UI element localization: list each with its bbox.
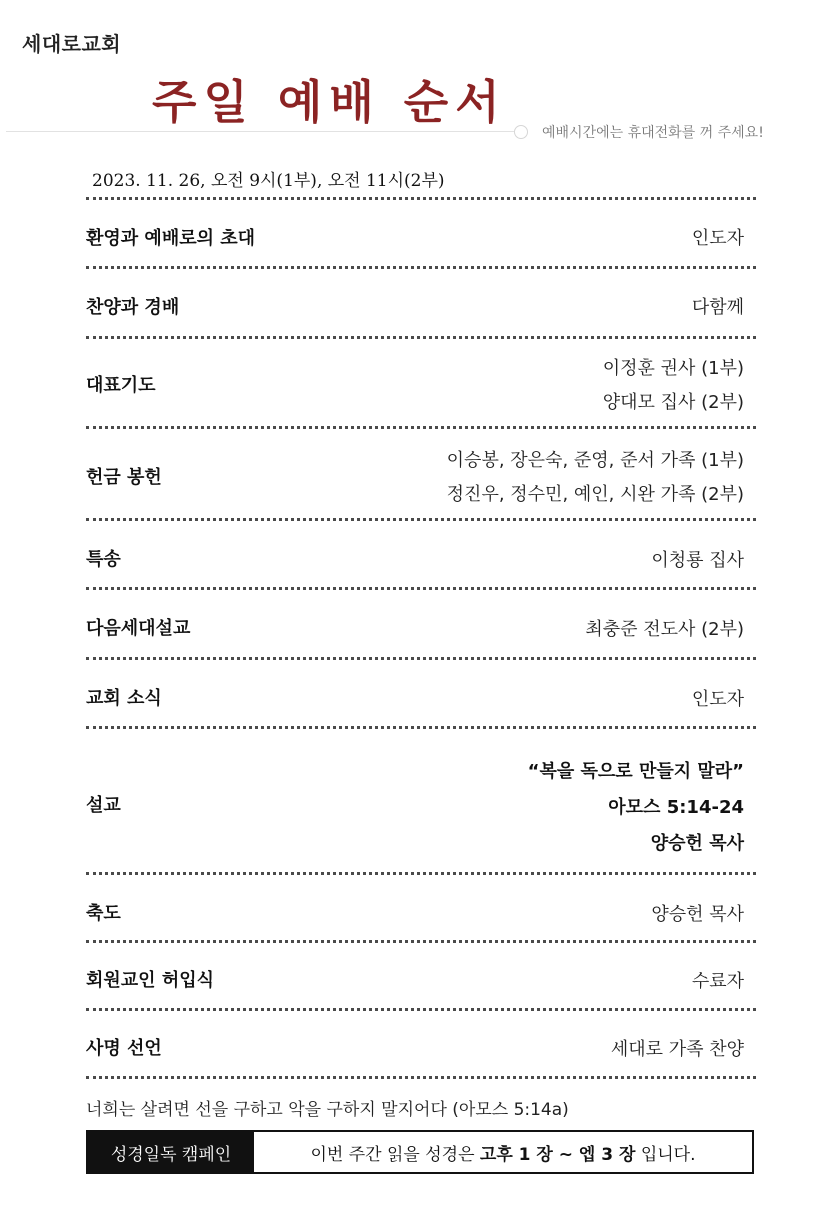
order-value-sermon: [528, 754, 744, 862]
campaign-reading-range: 고후 1 장 ~ 엡 3 장: [479, 1144, 636, 1165]
order-value-special-song: 이청룡 집사: [651, 550, 744, 571]
separator: [86, 726, 756, 729]
sermon-preacher: 양승헌 목사: [650, 833, 744, 854]
order-label-prayer: 대표기도: [86, 375, 156, 396]
order-label-welcome: 환영과 예배로의 초대: [86, 228, 256, 249]
separator: [86, 518, 756, 521]
order-value-membership: 수료자: [691, 971, 744, 992]
sermon-title: “복을 독으로 만들지 말라”: [527, 761, 744, 782]
order-label-benediction: 축도: [86, 903, 121, 924]
bible-reading-campaign: [86, 1130, 754, 1174]
page-title: 주일 예배 순서: [152, 75, 507, 129]
separator: [86, 197, 756, 200]
divider-circle-icon: [514, 125, 528, 139]
order-label-membership: 회원교인 허입식: [86, 970, 214, 991]
church-name: 세대로교회: [22, 32, 122, 56]
separator: [86, 426, 756, 429]
header-divider: [6, 131, 514, 132]
order-label-praise: 찬양과 경배: [86, 297, 180, 318]
phone-notice: 예배시간에는 휴대전화를 꺼 주세요!: [542, 125, 764, 141]
separator: [86, 657, 756, 660]
order-value-church-news: 인도자: [691, 689, 744, 710]
order-label-special-song: 특송: [86, 549, 121, 570]
order-label-offering: 헌금 봉헌: [86, 467, 162, 488]
separator: [86, 587, 756, 590]
separator: [86, 336, 756, 339]
scripture-verse: 너희는 살려면 선을 구하고 악을 구하지 말지어다 (아모스 5:14a): [86, 1100, 569, 1120]
order-value-mission: 세대로 가족 찬양: [610, 1039, 744, 1060]
order-value-benediction: 양승헌 목사: [651, 904, 744, 925]
order-value-praise: 다함께: [691, 297, 744, 318]
order-value-prayer: 이정훈 권사 (1부) 양대모 집사 (2부): [602, 358, 744, 413]
order-label-next-gen-sermon: 다음세대설교: [86, 618, 191, 639]
campaign-tag: 성경일독 캠페인: [88, 1132, 254, 1172]
order-label-church-news: 교회 소식: [86, 688, 162, 709]
campaign-text: 이번 주간 읽을 성경은 고후 1 장 ~ 엡 3 장 입니다.: [254, 1132, 752, 1172]
service-date: 2023. 11. 26, 오전 9시(1부), 오전 11시(2부): [92, 171, 445, 191]
separator: [86, 940, 756, 943]
order-value-welcome: 인도자: [691, 228, 744, 249]
order-value-next-gen-sermon: 최충준 전도사 (2부): [585, 619, 744, 640]
separator: [86, 1076, 756, 1079]
order-label-sermon: 설교: [86, 795, 121, 816]
sermon-scripture: 아모스 5:14-24: [608, 797, 744, 818]
order-value-offering: 이승봉, 장은숙, 준영, 준서 가족 (1부) 정진우, 정수민, 예인, 시완 가족 (2부): [446, 450, 744, 505]
separator: [86, 266, 756, 269]
order-label-mission: 사명 선언: [86, 1038, 162, 1059]
separator: [86, 1008, 756, 1011]
separator: [86, 872, 756, 875]
